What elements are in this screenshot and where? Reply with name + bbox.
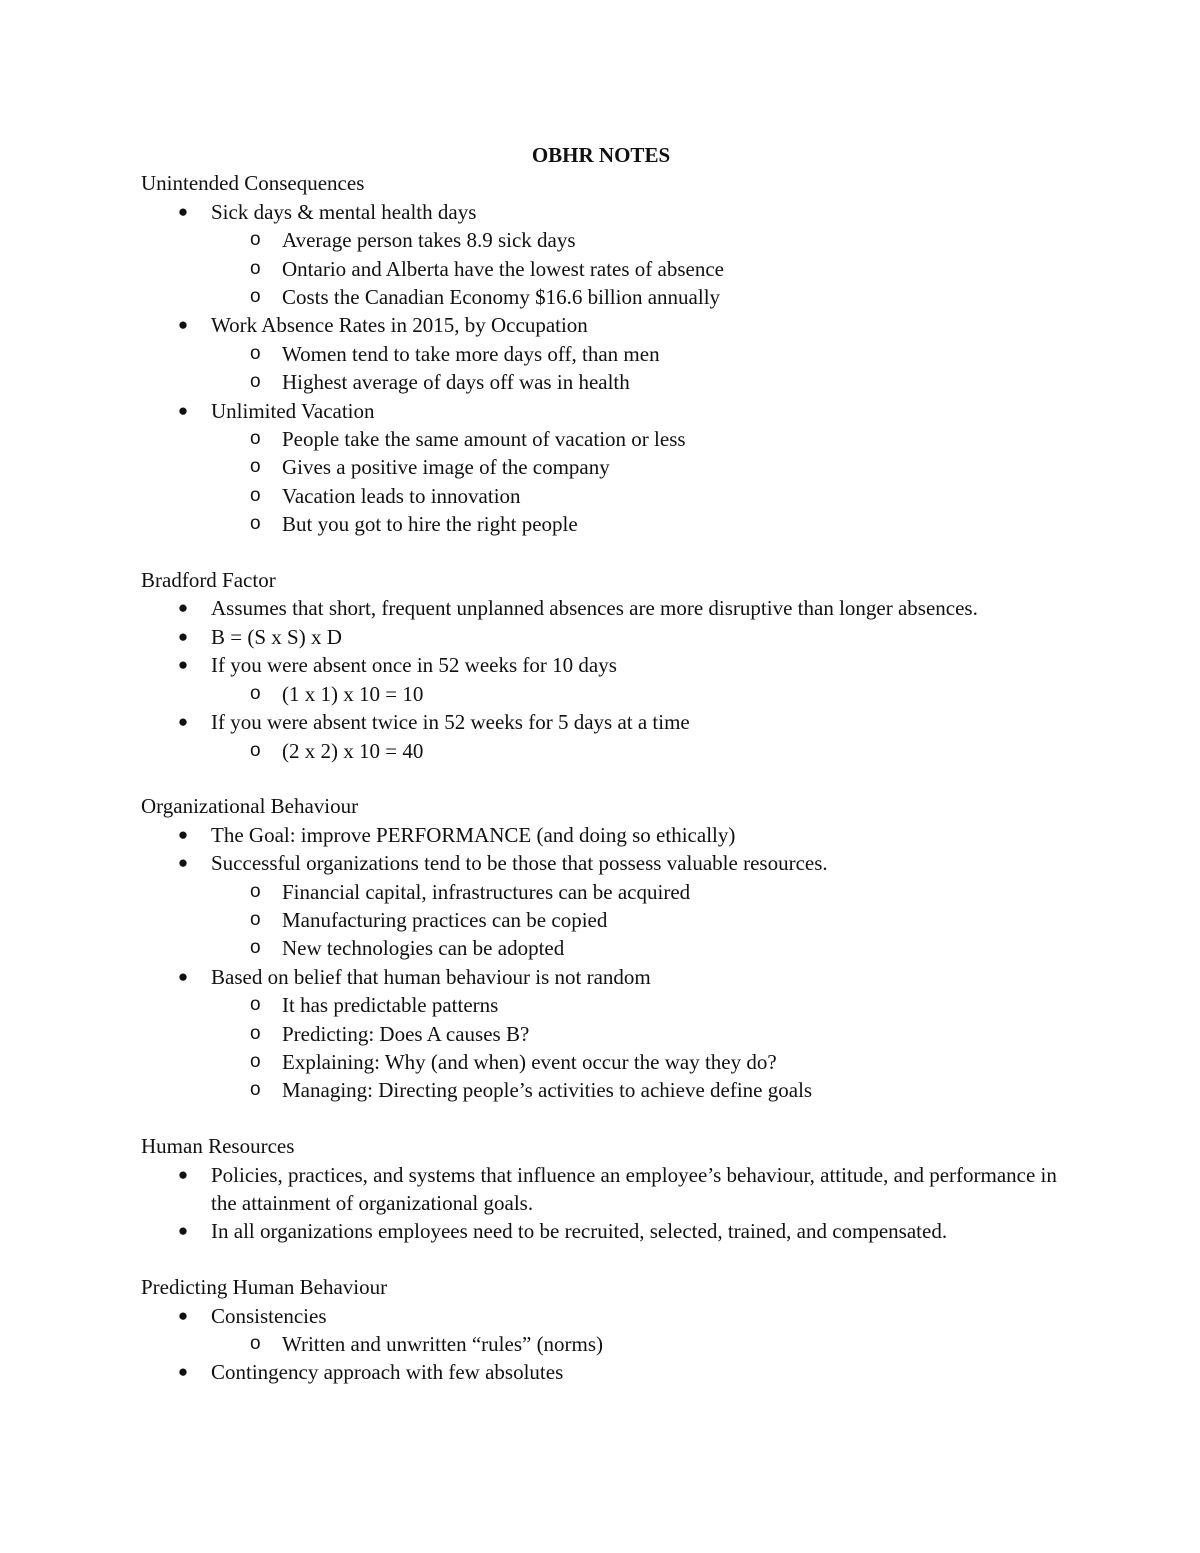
- sub-bullet-text: Explaining: Why (and when) event occur the way they do?: [282, 1049, 777, 1074]
- sub-bullet-text: Written and unwritten “rules” (norms): [282, 1331, 604, 1356]
- sub-bullet-icon: o: [250, 229, 261, 251]
- bullet-text: Successful organizations tend to be those that possess valuable resources.: [211, 851, 828, 876]
- bullet-text: Unlimited Vacation: [211, 398, 375, 423]
- bullet-icon: ●: [177, 1362, 189, 1382]
- sub-bullet-text: Ontario and Alberta have the lowest rates of absence: [282, 256, 724, 281]
- sub-bullet-item: [250, 1020, 1061, 1048]
- sub-bullet-item: [250, 255, 1061, 283]
- sub-bullet-item: [250, 1330, 1061, 1358]
- bullet-item: [177, 1302, 1061, 1359]
- bullet-icon: ●: [177, 1305, 189, 1325]
- sub-bullet-icon: o: [250, 484, 261, 506]
- sub-bullet-icon: o: [250, 257, 261, 279]
- document-title: [141, 141, 1061, 169]
- bullet-text: Assumes that short, frequent unplanned absences are more disruptive than longer absences.: [211, 596, 978, 621]
- sub-bullet-text: Average person takes 8.9 sick days: [282, 228, 576, 253]
- sub-bullet-item: [250, 283, 1061, 311]
- bullet-icon: ●: [177, 966, 189, 986]
- bullet-text: Policies, practices, and systems that influence an employee’s behaviour, attitude, and performance in the attainment of organizational goals.: [211, 1162, 1057, 1215]
- sub-bullet-icon: o: [250, 456, 261, 478]
- note-section: [141, 566, 1061, 765]
- bullet-item: [177, 594, 1061, 622]
- sub-bullet-text: People take the same amount of vacation or less: [282, 427, 686, 452]
- bullet-text: Contingency approach with few absolutes: [211, 1360, 564, 1385]
- sub-bullet-icon: o: [250, 371, 261, 393]
- section-gap: [141, 765, 1061, 792]
- sub-bullet-text: Managing: Directing people’s activities to achieve define goals: [282, 1078, 813, 1103]
- bullet-item: [177, 651, 1061, 708]
- note-section: [141, 169, 1061, 538]
- sub-bullet-icon: o: [250, 682, 261, 704]
- sub-bullet-item: [250, 1076, 1061, 1104]
- sub-bullet-icon: o: [250, 937, 261, 959]
- bullet-text: If you were absent twice in 52 weeks for 5 days at a time: [211, 710, 690, 735]
- sub-bullet-text: Manufacturing practices can be copied: [282, 907, 608, 932]
- sub-bullet-text: New technologies can be adopted: [282, 936, 565, 961]
- document-title-text: OBHR NOTES: [531, 143, 671, 167]
- sub-bullet-icon: o: [250, 513, 261, 535]
- sub-bullet-text: It has predictable patterns: [282, 993, 499, 1018]
- bullet-list: [141, 594, 1061, 764]
- bullet-text: Work Absence Rates in 2015, by Occupation: [211, 313, 588, 338]
- sub-bullet-list: [211, 737, 1061, 765]
- sub-bullet-icon: o: [250, 1079, 261, 1101]
- sub-bullet-item: [250, 453, 1061, 481]
- sub-bullet-item: [250, 1048, 1061, 1076]
- sub-bullet-text: Vacation leads to innovation: [282, 483, 521, 508]
- document-body: [141, 141, 1061, 1387]
- sub-bullet-item: [250, 340, 1061, 368]
- sub-bullet-text: Highest average of days off was in health: [282, 370, 630, 395]
- sub-bullet-list: [211, 425, 1061, 539]
- section-gap: [141, 1246, 1061, 1273]
- section-heading: Bradford Factor: [141, 568, 276, 593]
- sub-bullet-list: [211, 1330, 1061, 1358]
- sub-bullet-icon: o: [250, 286, 261, 308]
- sub-bullet-list: [211, 680, 1061, 708]
- section-heading: Predicting Human Behaviour: [141, 1275, 388, 1300]
- sub-bullet-item: [250, 482, 1061, 510]
- bullet-item: [177, 1161, 1061, 1218]
- sub-bullet-item: [250, 368, 1061, 396]
- sections-container: [141, 169, 1061, 1386]
- note-section: [141, 1132, 1061, 1246]
- sub-bullet-text: But you got to hire the right people: [282, 512, 578, 537]
- bullet-item: [177, 821, 1061, 849]
- bullet-icon: ●: [177, 400, 189, 420]
- bullet-text: B = (S x S) x D: [211, 624, 342, 649]
- bullet-item: [177, 311, 1061, 396]
- sub-bullet-item: [250, 906, 1061, 934]
- section-gap: [141, 539, 1061, 566]
- sub-bullet-icon: o: [250, 908, 261, 930]
- bullet-list: [141, 198, 1061, 539]
- section-heading: Unintended Consequences: [141, 171, 365, 196]
- bullet-icon: ●: [177, 1221, 189, 1241]
- sub-bullet-text: Costs the Canadian Economy $16.6 billion annually: [282, 285, 721, 310]
- sub-bullet-icon: o: [250, 1022, 261, 1044]
- sub-bullet-icon: o: [250, 994, 261, 1016]
- bullet-item: [177, 708, 1061, 765]
- bullet-text: Based on belief that human behaviour is not random: [211, 964, 651, 989]
- bullet-text: Consistencies: [211, 1303, 327, 1328]
- sub-bullet-icon: o: [250, 428, 261, 450]
- sub-bullet-list: [211, 226, 1061, 311]
- bullet-list: [141, 1161, 1061, 1246]
- sub-bullet-item: [250, 878, 1061, 906]
- sub-bullet-icon: o: [250, 1332, 261, 1354]
- sub-bullet-icon: o: [250, 1050, 261, 1072]
- sub-bullet-text: (1 x 1) x 10 = 10: [282, 681, 424, 706]
- sub-bullet-icon: o: [250, 880, 261, 902]
- bullet-icon: ●: [177, 201, 189, 221]
- note-section: [141, 1273, 1061, 1387]
- sub-bullet-text: Gives a positive image of the company: [282, 455, 610, 480]
- section-heading: Organizational Behaviour: [141, 794, 359, 819]
- bullet-icon: ●: [177, 598, 189, 618]
- bullet-icon: ●: [177, 824, 189, 844]
- bullet-icon: ●: [177, 315, 189, 335]
- bullet-list: [141, 1302, 1061, 1387]
- sub-bullet-text: Women tend to take more days off, than men: [282, 341, 660, 366]
- sub-bullet-item: [250, 226, 1061, 254]
- sub-bullet-item: [250, 934, 1061, 962]
- sub-bullet-item: [250, 991, 1061, 1019]
- bullet-icon: ●: [177, 655, 189, 675]
- sub-bullet-text: Predicting: Does A causes B?: [282, 1021, 530, 1046]
- bullet-list: [141, 821, 1061, 1105]
- bullet-text: Sick days & mental health days: [211, 199, 477, 224]
- bullet-text: In all organizations employees need to be recruited, selected, trained, and compensated.: [211, 1219, 948, 1244]
- bullet-icon: ●: [177, 1164, 189, 1184]
- sub-bullet-icon: o: [250, 342, 261, 364]
- bullet-icon: ●: [177, 626, 189, 646]
- bullet-item: [177, 623, 1061, 651]
- note-section: [141, 792, 1061, 1104]
- sub-bullet-item: [250, 425, 1061, 453]
- sub-bullet-item: [250, 737, 1061, 765]
- sub-bullet-icon: o: [250, 739, 261, 761]
- section-heading: Human Resources: [141, 1134, 295, 1159]
- bullet-icon: ●: [177, 853, 189, 873]
- bullet-item: [177, 1217, 1061, 1245]
- bullet-text: The Goal: improve PERFORMANCE (and doing so ethically): [211, 822, 736, 847]
- section-gap: [141, 1105, 1061, 1132]
- sub-bullet-text: (2 x 2) x 10 = 40: [282, 738, 424, 763]
- bullet-item: [177, 397, 1061, 539]
- sub-bullet-list: [211, 878, 1061, 963]
- bullet-text: If you were absent once in 52 weeks for 10 days: [211, 653, 617, 678]
- sub-bullet-item: [250, 680, 1061, 708]
- sub-bullet-list: [211, 340, 1061, 397]
- sub-bullet-text: Financial capital, infrastructures can be acquired: [282, 879, 691, 904]
- bullet-item: [177, 963, 1061, 1105]
- bullet-icon: ●: [177, 712, 189, 732]
- sub-bullet-list: [211, 991, 1061, 1105]
- bullet-item: [177, 849, 1061, 963]
- bullet-item: [177, 1358, 1061, 1386]
- bullet-item: [177, 198, 1061, 312]
- sub-bullet-item: [250, 510, 1061, 538]
